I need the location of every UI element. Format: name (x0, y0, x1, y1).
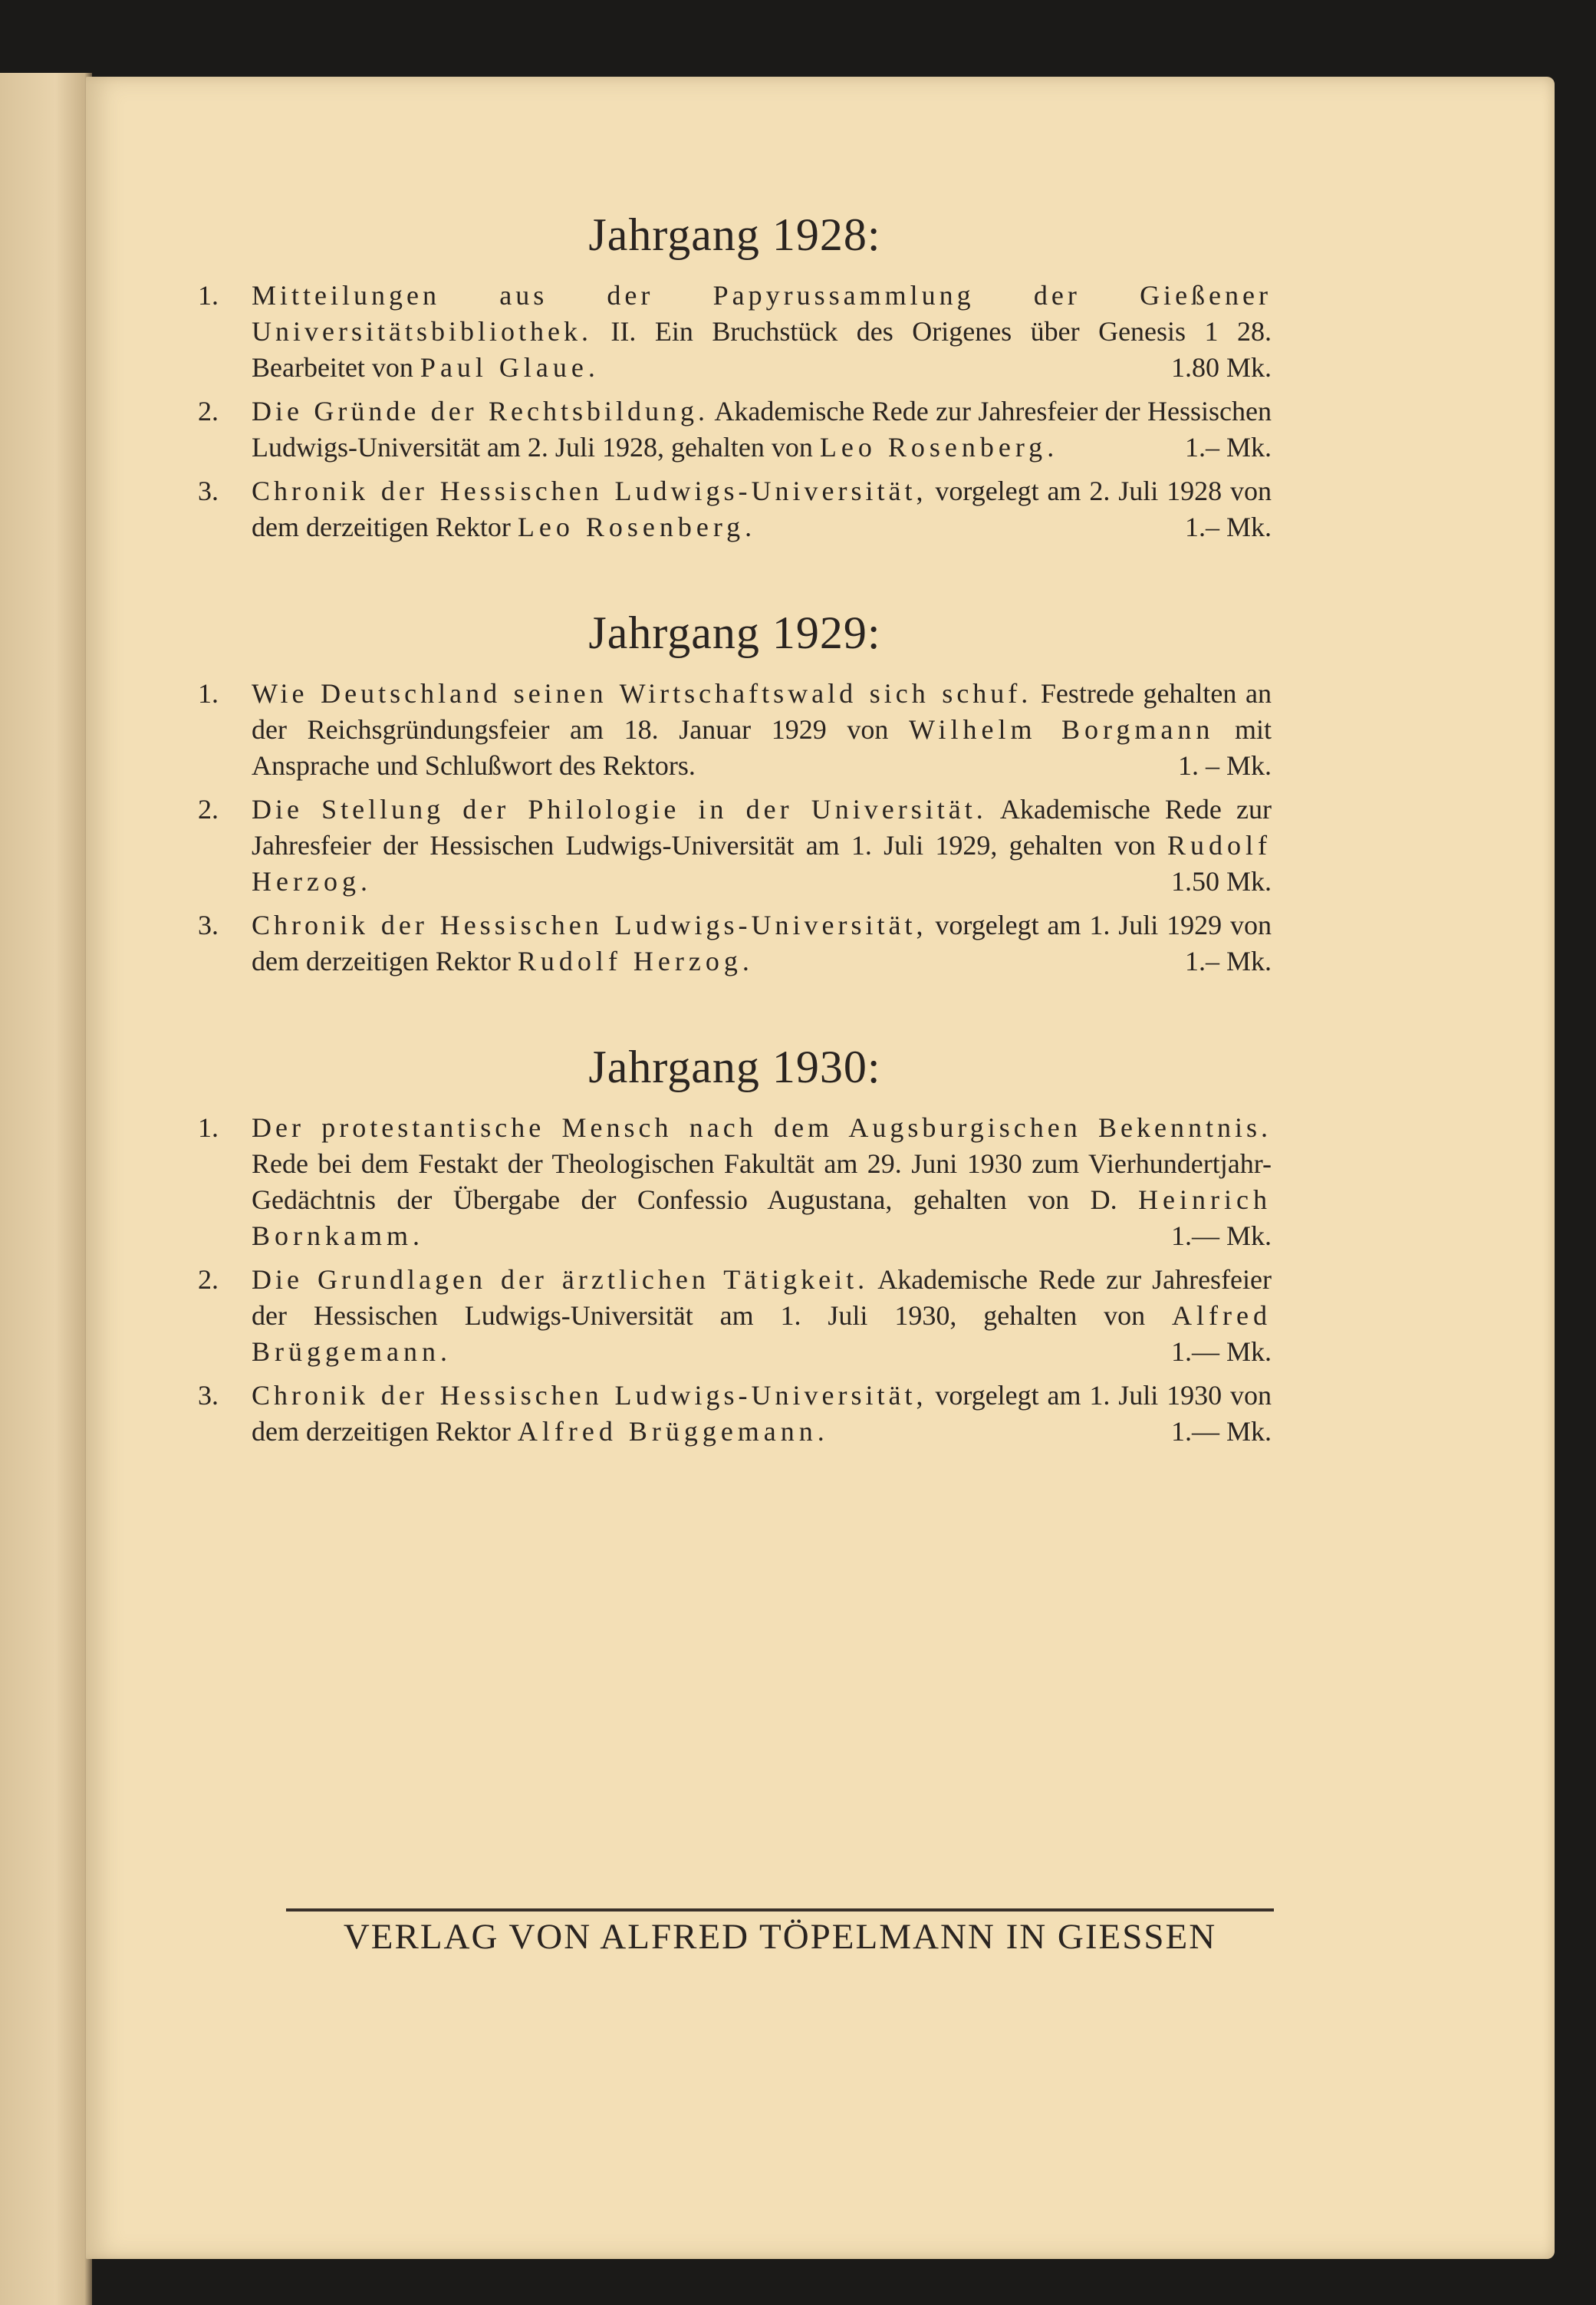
item-price: 1.80 Mk. (1170, 352, 1272, 383)
item-title: Die Gründe der Rechtsbildung. (252, 396, 709, 426)
list-item (198, 278, 1272, 386)
list-item (198, 1262, 1272, 1370)
item-title: Mitteilungen aus der Papyrussammlung der Gießener Universitätsbibliothek. (252, 280, 1272, 347)
item-price: 1.– Mk. (1184, 432, 1272, 463)
item-author: Rudolf Herzog (252, 830, 1272, 897)
section-heading: Jahrgang 1930: (588, 1042, 881, 1092)
item-title: Die Stellung der Philologie in der Universität. (252, 794, 987, 825)
item-description-end: . (817, 1416, 824, 1447)
publication-list (198, 207, 1272, 1510)
item-author: Leo Rosenberg (819, 432, 1048, 463)
item-price: 1.— Mk. (1170, 1336, 1272, 1367)
publisher-imprint: VERLAG VON ALFRED TÖPELMANN IN GIESSEN (286, 1908, 1274, 1958)
list-item (198, 792, 1272, 900)
item-description: vorgelegt am 2. Juli 1928 von dem derzeitigen Rektor (252, 476, 1272, 542)
item-price: 1.– Mk. (1184, 512, 1272, 542)
item-price: 1.— Mk. (1170, 1220, 1272, 1251)
item-author: Wilhelm Borgmann (908, 714, 1215, 745)
item-author: Rudolf Herzog (517, 946, 742, 976)
item-description-end: . (1047, 432, 1055, 463)
section-1930 (198, 1039, 1272, 1450)
item-description: Akademische Rede zur Jahresfeier der Hessischen Ludwigs-Universität am 2. Juli 1928, gehalten von (252, 396, 1272, 463)
item-number: 2. (198, 794, 219, 825)
list-item (198, 473, 1272, 545)
item-description: Festrede gehalten an der Reichsgründungsfeier am 18. Januar 1929 von (252, 678, 1272, 745)
item-description: Akademische Rede zur Jahresfeier der Hessischen Ludwigs-Universität am 1. Juli 1930, gehalten von (252, 1264, 1272, 1331)
item-number: 2. (198, 1264, 219, 1295)
item-price: 1.50 Mk. (1170, 866, 1272, 897)
item-description: vorgelegt am 1. Juli 1930 von dem derzeitigen Rektor (252, 1380, 1272, 1447)
item-description: II. Ein Bruchstück des Origenes über Genesis 1 28. Bearbeitet von (252, 316, 1272, 383)
item-title: Chronik der Hessischen Ludwigs-Universität, (252, 910, 927, 940)
item-title: Die Grundlagen der ärztlichen Tätigkeit. (252, 1264, 869, 1295)
item-author: Leo Rosenberg (517, 512, 745, 542)
item-description-end: . (587, 352, 595, 383)
item-number: 1. (198, 280, 219, 311)
list-item (198, 676, 1272, 784)
item-description: Akademische Rede zur Jahresfeier der Hessischen Ludwigs-Universität am 1. Juli 1929, gehalten von (252, 794, 1272, 861)
item-description-end: mit Ansprache und Schlußwort des Rektors. (252, 714, 1272, 781)
item-title: Chronik der Hessischen Ludwigs-Universität, (252, 476, 927, 506)
section-heading: Jahrgang 1929: (588, 608, 881, 658)
item-title: Chronik der Hessischen Ludwigs-Universität, (252, 1380, 927, 1411)
item-title: Der protestantische Mensch nach dem Augsburgischen Bekenntnis. (252, 1112, 1272, 1143)
item-description-end: . (360, 866, 367, 897)
section-1928 (198, 207, 1272, 545)
list-item (198, 1378, 1272, 1450)
item-price: 1.– Mk. (1184, 946, 1272, 976)
item-description-end: . (439, 1336, 447, 1367)
item-number: 3. (198, 1380, 219, 1411)
section-heading: Jahrgang 1928: (588, 209, 881, 260)
item-author: Alfred Brüggemann (517, 1416, 818, 1447)
item-title: Wie Deutschland seinen Wirtschaftswald sich schuf. (252, 678, 1032, 709)
item-description-end: . (412, 1220, 420, 1251)
list-item (198, 1110, 1272, 1254)
section-1929 (198, 605, 1272, 980)
item-description: Rede bei dem Festakt der Theologischen Fakultät am 29. Juni 1930 zum Vierhundertjahr-Gedächtnis der Übergabe der Confessio Augustana, gehalten von D. (252, 1148, 1272, 1215)
list-item (198, 393, 1272, 466)
item-price: 1.— Mk. (1170, 1416, 1272, 1447)
item-number: 3. (198, 476, 219, 506)
item-number: 1. (198, 1112, 219, 1143)
facing-page-edge (0, 73, 92, 2305)
item-description: vorgelegt am 1. Juli 1929 von dem derzeitigen Rektor (252, 910, 1272, 976)
item-number: 2. (198, 396, 219, 426)
item-author: Paul Glaue (420, 352, 588, 383)
item-author: Alfred Brüggemann (252, 1300, 1272, 1367)
item-description-end: . (742, 946, 749, 976)
item-number: 3. (198, 910, 219, 940)
item-number: 1. (198, 678, 219, 709)
item-author: Heinrich Bornkamm (252, 1184, 1272, 1251)
list-item (198, 907, 1272, 980)
item-price: 1. – Mk. (1177, 750, 1272, 781)
item-description-end: . (745, 512, 752, 542)
